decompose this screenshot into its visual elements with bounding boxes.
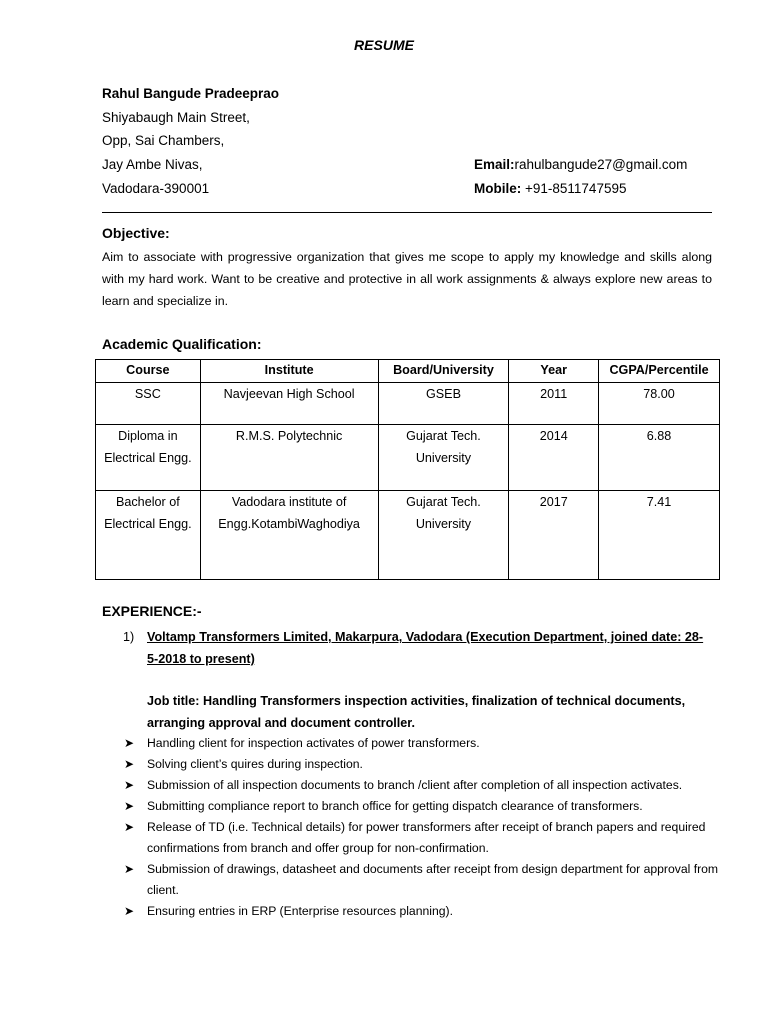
list-item-text: Release of TD (i.e. Technical details) for power transformers after receipt of branch papers and required confirmations from branch and offer group for non-confirmation. [147, 820, 706, 855]
arrow-bullet-icon: ➤ [124, 778, 135, 792]
column-header: Institute [200, 360, 378, 383]
responsibility-list [124, 733, 724, 922]
table-cell: SSC [96, 382, 201, 424]
document-title: RESUME [354, 37, 414, 53]
header-divider [102, 212, 712, 213]
company-title: Voltamp Transformers Limited, Makarpura, Vadodara (Execution Department, joined date: 28-5-2018 to present) [147, 630, 704, 666]
mobile-row [474, 177, 687, 201]
academic-table [95, 359, 720, 580]
job-title: Job title: Handling Transformers inspection activities, finalization of technical documents, arranging approval and document controller. [147, 694, 686, 730]
contact-block [102, 82, 279, 201]
address-line: Vadodara-390001 [102, 180, 210, 196]
table-cell: Gujarat Tech. University [378, 424, 509, 490]
arrow-bullet-icon: ➤ [124, 757, 135, 771]
list-item [124, 859, 724, 901]
list-item [124, 754, 724, 775]
email-value[interactable]: rahulbangude27@gmail.com [514, 157, 688, 172]
table-cell: 6.88 [599, 424, 720, 490]
column-header: Board/University [378, 360, 509, 383]
column-header: Course [96, 360, 201, 383]
table-header-row [96, 360, 720, 383]
table-row [96, 382, 720, 424]
arrow-bullet-icon: ➤ [124, 820, 135, 834]
arrow-bullet-icon: ➤ [124, 904, 135, 918]
list-item-text: Solving client’s quires during inspection. [147, 757, 363, 771]
objective-heading: Objective: [102, 225, 170, 241]
arrow-bullet-icon: ➤ [124, 736, 135, 750]
address-line: Opp, Sai Chambers, [102, 133, 225, 149]
list-item [124, 733, 724, 754]
mobile-value: +91-8511747595 [521, 180, 627, 196]
column-header: CGPA/Percentile [599, 360, 720, 383]
list-item-text: Submitting compliance report to branch office for getting dispatch clearance of transformers. [147, 799, 643, 813]
contact-details [474, 153, 687, 200]
experience-heading: EXPERIENCE:- [102, 603, 202, 619]
list-item-text: Submission of drawings, datasheet and documents after receipt from design department for approval from client. [147, 862, 719, 897]
arrow-bullet-icon: ➤ [124, 799, 135, 813]
list-item-text: Submission of all inspection documents to branch /client after completion of all inspection activates. [147, 778, 683, 792]
email-label: Email: [474, 157, 515, 172]
list-item-text: Handling client for inspection activates of power transformers. [147, 736, 480, 750]
list-item-text: Ensuring entries in ERP (Enterprise resources planning). [147, 904, 453, 918]
list-item [124, 901, 724, 922]
experience-number: 1) [123, 630, 135, 644]
table-cell: Diploma in Electrical Engg. [96, 424, 201, 490]
table-cell: 2011 [509, 382, 599, 424]
table-cell: 7.41 [599, 490, 720, 579]
academic-heading: Academic Qualification: [102, 336, 262, 352]
column-header: Year [509, 360, 599, 383]
table-cell: Bachelor of Electrical Engg. [96, 490, 201, 579]
objective-text: Aim to associate with progressive organization that gives me scope to apply my knowledge and skills along with my hard work. Want to be creative and protective in all work assignments & always explore new areas to learn and specialize in. [102, 250, 712, 308]
table-row [96, 424, 720, 490]
table-cell: GSEB [378, 382, 509, 424]
address-line: Jay Ambe Nivas, [102, 157, 203, 173]
table-cell: 2014 [509, 424, 599, 490]
list-item [124, 775, 724, 796]
list-item [124, 796, 724, 817]
email-row [474, 153, 687, 177]
table-cell: 2017 [509, 490, 599, 579]
address-line: Shiyabaugh Main Street, [102, 109, 250, 125]
table-cell: Navjeevan High School [200, 382, 378, 424]
table-cell: R.M.S. Polytechnic [200, 424, 378, 490]
table-cell: 78.00 [599, 382, 720, 424]
table-row [96, 490, 720, 579]
arrow-bullet-icon: ➤ [124, 862, 135, 876]
list-item [124, 817, 724, 859]
mobile-label: Mobile: [474, 180, 522, 196]
applicant-name: Rahul Bangude Pradeeprao [102, 86, 280, 101]
table-cell: Gujarat Tech. University [378, 490, 509, 579]
table-cell: Vadodara institute of Engg.KotambiWaghodiya [200, 490, 378, 579]
